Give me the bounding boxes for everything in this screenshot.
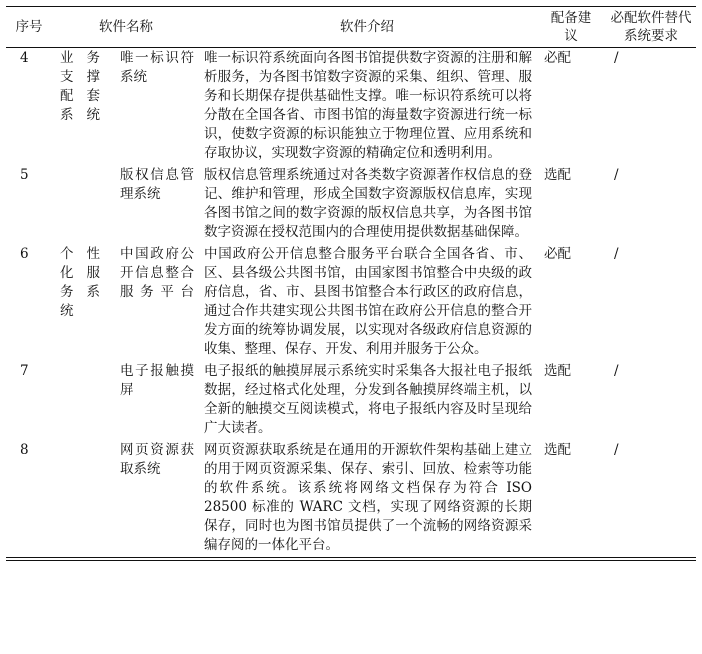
row-intro: 唯一标识符系统面向各图书馆提供数字资源的注册和解析服务，为各图书馆数字资源的采集、组织、管理、服务和长期保存提供基础性支撑。唯一标识符系统可以将分散在全国各省、市图书馆的海量数字资源进行统一标识，使数字资源的标识能独立于物理位置、应用系统和存取协议，实现数字资源的精确定位和透明利用。 [204,50,532,161]
row-intro: 中国政府公开信息整合服务平台联合全国各省、市、区、县各级公共图书馆，由国家图书馆整合中央级的政府信息，省、市、县图书馆整合本行政区的政府信息，通过合作共建实现公共图书馆在政府公开信息的整合开发方面的统筹协调发展，以实现对各级政府信息资源的收集、整理、保存、开发、利用并服务于公众。 [204,246,532,357]
row-no: 6 [20,246,29,262]
header-no: 序号 [15,19,43,35]
row-name: 中国政府公开信息整合服务平台 [120,246,194,300]
row-intro: 版权信息管理系统通过对各类数字资源著作权信息的登记、维护和管理，形成全国数字资源版权信息库，实现各图书馆之间的数字资源的版权信息共享，为各图书馆数字资源在授权范围内的合理使用提供数据基础保障。 [204,167,532,240]
table-row [6,440,696,558]
row-no: 8 [20,442,29,458]
row-intro: 网页资源获取系统是在通用的开源软件架构基础上建立的用于网页资源采集、保存、索引、回放、检索等功能的软件系统。该系统将网络文档保存为符合 ISO 28500 标准的 WARC 文档，实现了网络资源的长期保存，同时也为图书馆员提供了一个流畅的网络资源采编存阅的一体化平台。 [204,442,532,553]
header-intro: 软件介绍 [340,19,394,35]
header-config: 配备建议 [550,10,592,44]
row-no: 5 [20,167,29,183]
row-requirement: / [614,442,619,458]
row-intro: 电子报纸的触摸屏展示系统实时采集各大报社电子报纸数据，经过格式化处理，分发到各触摸屏终端主机，以全新的触摸交互阅读模式，将电子报纸内容及时呈现给广大读者。 [204,363,532,436]
row-requirement: / [614,363,619,379]
software-table [6,6,696,558]
row-name: 版权信息管理系统 [120,167,194,202]
row-config: 选配 [544,442,571,458]
row-requirement: / [614,50,619,66]
header-requirement: 必配软件替代系统要求 [610,10,692,44]
table-header [6,7,696,48]
row-config: 选配 [544,363,571,379]
row-config: 选配 [544,167,571,183]
row-requirement: / [614,246,619,262]
row-name: 电子报触摸屏 [120,363,194,398]
table-row [6,361,696,440]
row-name: 唯一标识符系统 [120,50,194,85]
row-no: 7 [20,363,29,379]
table-row [6,244,696,361]
row-requirement: / [614,167,619,183]
row-config: 必配 [544,246,571,262]
table-row [6,48,696,166]
row-config: 必配 [544,50,571,66]
row-category: 个性化服务系统 [60,246,100,319]
row-category: 业务支撑配套系统 [60,50,100,123]
header-name: 软件名称 [99,19,153,35]
table-row [6,165,696,244]
bottom-double-rule [6,560,696,561]
row-name: 网页资源获取系统 [120,442,194,477]
row-no: 4 [20,50,29,66]
